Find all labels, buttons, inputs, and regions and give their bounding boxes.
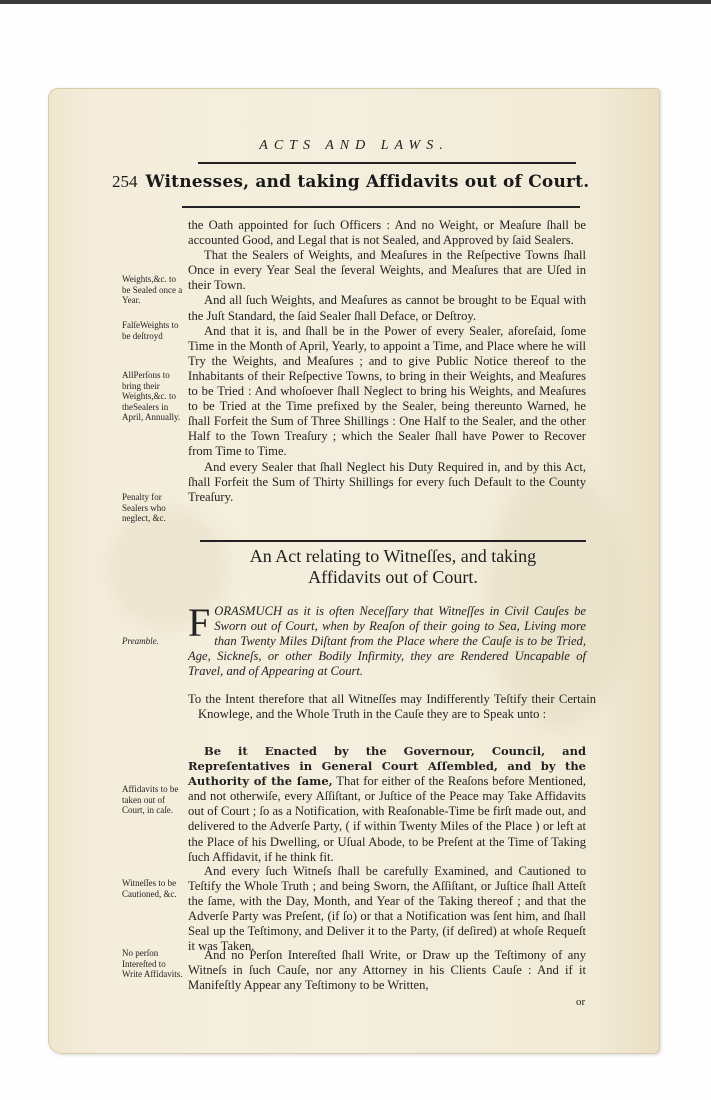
paragraph: And every Sealer that ſhall Neglect his Duty Required in, and by this Act, ſhall Forfeit the Sum of Thirty Shillings for every ſuch Default to the County Treaſury.: [188, 459, 586, 504]
cautioned-paragraph: And every ſuch Witneſs ſhall be carefully Examined, and Cautioned to Teſtify the Whole Truth ; and being Sworn, the Aſſiſtant, or Juſtice ſhall Atteſt the ſame, with the Day, Month, and Year of the Taking thereof ; and that the Adverſe Party was Preſent, (if ſo) or that a Notification was ſent him, and ſhall Seal up the Teſtimony, and Deliver it to the Party, (if deſired) at whoſe Requeſt it was Taken.: [188, 864, 586, 954]
margin-note: FalſeWeights to be deſtroyd: [122, 320, 179, 341]
page-number: 254: [112, 172, 138, 191]
paragraph: the Oath appointed for ſuch Officers : And no Weight, or Meaſure ſhall be accounted Good, and Legal that is not Sealed, and Approved by ſaid Sealers.: [188, 218, 586, 248]
enacting-clause: [188, 744, 586, 865]
header-rule-bottom: [182, 206, 580, 208]
preamble: [188, 600, 586, 679]
act-title-line: Affidavits out of Court.: [308, 567, 478, 587]
margin-note: Penalty for Sealers who neglect, &c.: [122, 492, 166, 523]
enacting-text: That for either of the Reaſons before Mentioned, and not otherwiſe, every Aſſiſtant, or Juſtice of the Peace may Take Affidavits out of Court ; ſo as a Notification, with Reaſonable-Time be firſt made out, and delivered to the Adverſe Party, ( if within Twenty Miles of the Place ) or left at the Place of his Dwelling, or Uſual Abode, to be Preſent at the Time of Taking ſuch Affidavit, if he think fit.: [188, 774, 586, 864]
section-divider: [200, 540, 586, 542]
paragraph: That the Sealers of Weights, and Meaſures in the Reſpective Towns ſhall Once in every Year Seal the ſeveral Weights, and Meaſures that are Uſed in their Town.: [188, 248, 586, 293]
preamble-text: ORASMUCH as it is often Neceſſary that Witneſſes in Civil Cauſes be Sworn out of Court, when by Reaſon of their going to Sea, Living more than Twenty Miles Diſtant from the Place where the Cauſe is to be Tried, Age, Sickneſs, or other Bodily Infirmity, they are Rendered Uncapable of Travel, and of Appearing at Court.: [188, 604, 586, 679]
margin-note: No perſon Intereſted to Write Affidavits.: [122, 948, 183, 979]
act-title: [198, 546, 588, 588]
no-person-paragraph: And no Perſon Intereſted ſhall Write, or Draw up the Teſtimony of any Witneſs in ſuch Cauſe, nor any Attorney in his Clients Cauſe : And if it Manifeſtly Appear any Teſtimony to be Written,: [188, 948, 586, 993]
running-head: ACTS AND LAWS.: [259, 138, 449, 153]
drop-cap: F: [188, 600, 211, 645]
margin-note: Preamble.: [122, 636, 159, 646]
intent-paragraph: To the Intent therefore that all Witneſſes may Indifferently Teſtify their Certain Knowlege, and the Whole Truth in the Cauſe they are to Speak unto :: [188, 692, 596, 722]
top-border: [0, 0, 711, 4]
act-title-line: An Act relating to Witneſſes, and taking: [249, 546, 537, 566]
paper-stain: [488, 468, 628, 728]
catchword: or: [576, 996, 586, 1008]
paragraph: And that it is, and ſhall be in the Power of every Sealer, aforeſaid, ſome Time in the Month of April, Yearly, to appoint a Time, and Place where he will Try the Weights, and Meaſures ; and to give Public Notice thereof to the Inhabitants of their Reſpective Towns, to bring in their Weights, and Meaſures to be Tried : And whoſoever ſhall Neglect to bring his Weights, and Meaſures to be Tried at the Time prefixed by the Sealer, being thereunto Warned, he ſhall Forfeit the Sum of Three Shillings : One Half to the Sealer, and the other Half to the Town Treaſury ; which the Sealer ſhall have Power to Recover from Time to Time.: [188, 323, 586, 459]
margin-note: Witneſſes to be Cautioned, &c.: [122, 878, 177, 899]
header-title: Witnesses, and taking Affidavits out of Court.: [145, 172, 590, 192]
section-weights-measures: [188, 218, 586, 505]
margin-note: Affidavits to be taken out of Court, in caſe.: [122, 784, 179, 815]
margin-note: AllPerſons to bring their Weights,&c. to theSealers in April, Annually.: [122, 370, 181, 422]
paragraph: And all ſuch Weights, and Meaſures as cannot be brought to be Equal with the Juſt Standard, the ſaid Sealer ſhall Deface, or Deſtroy.: [188, 293, 586, 323]
document-page: [48, 88, 660, 1054]
margin-note: Weights,&c. to be Sealed once a Year.: [122, 274, 183, 305]
enacting-formula: Be it Enacted by the Governour, Council, and Repreſentatives in General Court Aſſembled, and by the Authority of the ſame,: [188, 744, 586, 789]
page-header: [112, 172, 632, 200]
header-rule-top: [198, 162, 576, 164]
